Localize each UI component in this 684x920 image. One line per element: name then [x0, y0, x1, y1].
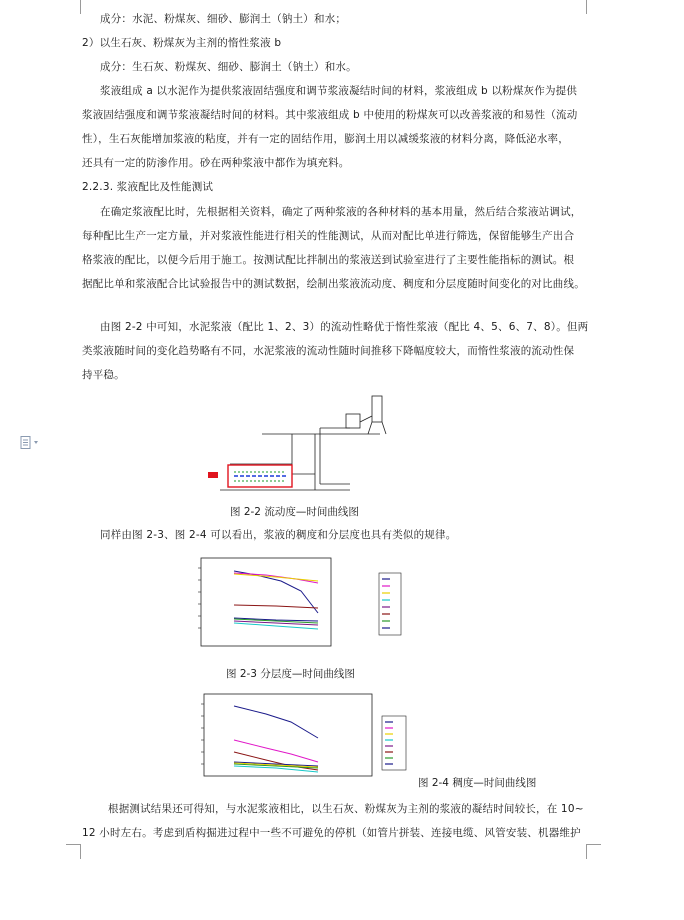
- margin-mark-top-right: [586, 0, 601, 14]
- margin-mark-bottom-right: [586, 844, 601, 859]
- figure-caption: 图 2-3 分层度—时间曲线图: [226, 668, 355, 680]
- document-icon[interactable]: [20, 436, 42, 450]
- figure-2-4-chart: [196, 692, 414, 786]
- paragraph-line: 持平稳。: [82, 369, 125, 381]
- paragraph-line: 根据测试结果还可得知，与水泥浆液相比，以生石灰、粉煤灰为主剂的浆液的凝结时间较长，在 10~: [108, 803, 584, 815]
- paragraph-line: 浆液组成 a 以水泥作为提供浆液固结强度和调节浆液凝结时间的材料，浆液组成 b 以粉煤灰作为提供: [100, 85, 578, 97]
- paragraph-line: 12 小时左右。考虑到盾构掘进过程中一些不可避免的停机（如管片拼装、连接电缆、风管安装、机器维护: [82, 827, 581, 839]
- figure-2-3-chart: [196, 553, 406, 659]
- paragraph-line: 浆液固结强度和调节浆液凝结时间的材料。其中浆液组成 b 中使用的粉煤灰可以改善浆液的和易性（流动: [82, 109, 578, 121]
- figure-2-2-diagram: [200, 392, 395, 502]
- paragraph-line: 成分：水泥、粉煤灰、细砂、膨润土（钠土）和水；: [100, 13, 347, 25]
- paragraph-line: 在确定浆液配比时，先根据相关资料，确定了两种浆液的各种材料的基本用量，然后结合浆液站调试，: [100, 206, 582, 218]
- figure-caption: 图 2-2 流动度—时间曲线图: [230, 506, 359, 518]
- paragraph-line: 性），生石灰能增加浆液的粘度，并有一定的固结作用，膨润土用以减缓浆液的材料分离，降低泌水率，: [82, 133, 569, 145]
- section-heading: 2.2.3. 浆液配比及性能测试: [82, 181, 214, 193]
- paragraph-line: 同样由图 2-3、图 2-4 可以看出，浆液的稠度和分层度也具有类似的规律。: [100, 529, 457, 541]
- paragraph-line: 格浆液的配比，以便今后用于施工。按测试配比拌制出的浆液送到试验室进行了主要性能指标的测试。根: [82, 254, 575, 266]
- paragraph-line: 每种配比生产一定方量，并对浆液性能进行相关的性能测试，从而对配比单进行筛选，保留能够生产出合: [82, 230, 575, 242]
- paragraph-line: 据配比单和浆液配合比试验报告中的测试数据，绘制出浆液流动度、稠度和分层度随时间变化的对比曲线。: [82, 278, 585, 290]
- paragraph-line: 2）以生石灰、粉煤灰为主剂的惰性浆液 b: [82, 37, 282, 49]
- paragraph-line: 类浆液随时间的变化趋势略有不同，水泥浆液的流动性随时间推移下降幅度较大，而惰性浆液的流动性保: [82, 345, 575, 357]
- margin-mark-top-left: [66, 0, 81, 14]
- paragraph-line: 由图 2-2 中可知，水泥浆液（配比 1、2、3）的流动性略优于惰性浆液（配比 4、5、6、7、8）。但两: [100, 321, 589, 333]
- figure-caption: 图 2-4 稠度—时间曲线图: [418, 777, 537, 789]
- margin-mark-bottom-left: [66, 844, 81, 859]
- paragraph-line: 还具有一定的防渗作用。砂在两种浆液中都作为填充料。: [82, 157, 350, 169]
- paragraph-line: 成分：生石灰、粉煤灰、细砂、膨润土（钠土）和水。: [100, 61, 357, 73]
